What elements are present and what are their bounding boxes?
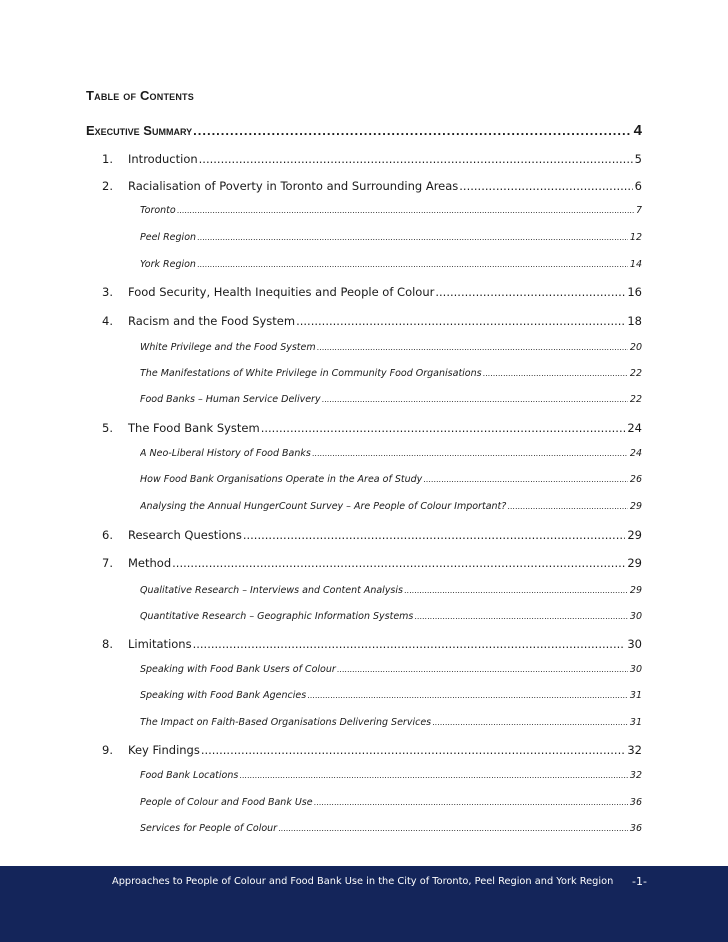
- toc-entry-page: 32: [627, 743, 642, 757]
- toc-entry[interactable]: [140, 394, 642, 405]
- toc-entry-title: Racism and the Food System: [128, 314, 296, 328]
- dot-leader: [423, 474, 628, 485]
- toc-entry-title: Services for People of Colour: [140, 823, 278, 834]
- dot-leader: [337, 664, 628, 675]
- toc-entry[interactable]: [102, 743, 642, 757]
- dot-leader: [261, 421, 626, 435]
- toc-entry-number: 9.: [102, 743, 113, 757]
- toc-entry-number: 6.: [102, 528, 113, 542]
- toc-entry-title: The Impact on Faith-Based Organisations Delivering Services: [140, 717, 432, 728]
- toc-entry-page: 6: [634, 179, 642, 193]
- toc-entry[interactable]: [140, 368, 642, 379]
- toc-entry[interactable]: [140, 259, 642, 270]
- toc-entry-executive-summary[interactable]: [86, 122, 642, 139]
- dot-leader: [199, 152, 633, 166]
- toc-entry-title: A Neo-Liberal History of Food Banks: [140, 448, 311, 459]
- dot-leader: [314, 797, 628, 808]
- toc-entry-title: Research Questions: [128, 528, 242, 542]
- dot-leader: [404, 585, 628, 596]
- toc-entry[interactable]: [140, 611, 642, 622]
- toc-entry-page: 32: [629, 770, 642, 781]
- toc-heading: Table of Contents: [86, 88, 194, 103]
- toc-entry-title: Qualitative Research – Interviews and Content Analysis: [140, 585, 403, 596]
- dot-leader: [193, 637, 626, 651]
- dot-leader: [197, 259, 628, 270]
- toc-entry-page: 29: [629, 501, 642, 512]
- toc-entry-number: 3.: [102, 285, 113, 299]
- dot-leader: [243, 528, 626, 542]
- toc-entry-page: 22: [629, 368, 642, 379]
- toc-entry[interactable]: [140, 585, 642, 596]
- toc-entry-page: 31: [629, 717, 642, 728]
- toc-entry[interactable]: [102, 637, 642, 651]
- toc-entry-title: Speaking with Food Bank Users of Colour: [140, 664, 336, 675]
- toc-entry-page: 29: [627, 556, 642, 570]
- toc-entry-title: Key Findings: [128, 743, 200, 757]
- toc-entry[interactable]: [102, 152, 642, 166]
- dot-leader: [197, 232, 628, 243]
- toc-entry-title: The Food Bank System: [128, 421, 260, 435]
- toc-entry-page: 24: [629, 448, 642, 459]
- toc-entry-page: 29: [627, 528, 642, 542]
- toc-entry-title: White Privilege and the Food System: [140, 342, 316, 353]
- toc-entry-number: 8.: [102, 637, 113, 651]
- toc-entry[interactable]: [140, 664, 642, 675]
- toc-entry-page: 31: [629, 690, 642, 701]
- dot-leader: [177, 205, 634, 216]
- toc-entry-title: Food Security, Health Inequities and People of Colour: [128, 285, 435, 299]
- toc-entry-page: 30: [627, 637, 642, 651]
- dot-leader: [483, 368, 628, 379]
- toc-entry-page: 5: [634, 152, 642, 166]
- toc-entry[interactable]: [140, 501, 642, 512]
- toc-entry[interactable]: [140, 717, 642, 728]
- dot-leader: [172, 556, 625, 570]
- dot-leader: [193, 123, 632, 138]
- footer-page-number: -1-: [632, 875, 647, 888]
- toc-entry-title: Limitations: [128, 637, 192, 651]
- toc-entry-page: 22: [629, 394, 642, 405]
- toc-entry-title: Racialisation of Poverty in Toronto and Surrounding Areas: [128, 179, 459, 193]
- toc-entry-page: 12: [629, 232, 642, 243]
- toc-entry-page: 26: [629, 474, 642, 485]
- toc-entry[interactable]: [140, 690, 642, 701]
- toc-entry[interactable]: [102, 314, 642, 328]
- dot-leader: [507, 501, 628, 512]
- dot-leader: [317, 342, 628, 353]
- toc-entry-title: How Food Bank Organisations Operate in the Area of Study: [140, 474, 423, 485]
- dot-leader: [312, 448, 628, 459]
- toc-entry-page: 29: [629, 585, 642, 596]
- toc-entry[interactable]: [102, 556, 642, 570]
- toc-entry-page: 36: [629, 797, 642, 808]
- toc-entry-title: Toronto: [140, 205, 176, 216]
- toc-entry-title: Food Banks – Human Service Delivery: [140, 394, 321, 405]
- toc-entry-title: The Manifestations of White Privilege in Community Food Organisations: [140, 368, 482, 379]
- toc-entry[interactable]: [140, 205, 642, 216]
- dot-leader: [414, 611, 628, 622]
- toc-entry[interactable]: [140, 342, 642, 353]
- footer-title: Approaches to People of Colour and Food Bank Use in the City of Toronto, Peel Region and York Region: [112, 876, 614, 887]
- toc-entry-title: Food Bank Locations: [140, 770, 239, 781]
- toc-entry-page: 4: [633, 122, 642, 139]
- toc-entry-title: Speaking with Food Bank Agencies: [140, 690, 307, 701]
- toc-entry[interactable]: [140, 770, 642, 781]
- toc-entry-page: 18: [627, 314, 642, 328]
- dot-leader: [278, 823, 628, 834]
- toc-entry-page: 24: [627, 421, 642, 435]
- dot-leader: [307, 690, 628, 701]
- toc-entry-number: 2.: [102, 179, 113, 193]
- dot-leader: [432, 717, 628, 728]
- dot-leader: [459, 179, 632, 193]
- toc-entry[interactable]: [140, 232, 642, 243]
- toc-entry[interactable]: [140, 797, 642, 808]
- toc-entry[interactable]: [102, 421, 642, 435]
- toc-entry-page: 20: [629, 342, 642, 353]
- dot-leader: [201, 743, 626, 757]
- toc-entry-title: York Region: [140, 259, 196, 270]
- toc-entry[interactable]: [102, 528, 642, 542]
- toc-entry-title: Peel Region: [140, 232, 197, 243]
- toc-entry-page: 36: [629, 823, 642, 834]
- toc-entry[interactable]: [102, 179, 642, 193]
- toc-entry-title: Analysing the Annual HungerCount Survey – Are People of Colour Important?: [140, 501, 507, 512]
- toc-entry[interactable]: [140, 448, 642, 459]
- toc-entry[interactable]: [102, 285, 642, 299]
- toc-entry-title: Quantitative Research – Geographic Information Systems: [140, 611, 414, 622]
- dot-leader: [435, 285, 625, 299]
- dot-leader: [239, 770, 628, 781]
- toc-entry[interactable]: [140, 823, 642, 834]
- toc-entry-title: Executive Summary: [86, 123, 193, 138]
- toc-entry-number: 7.: [102, 556, 113, 570]
- toc-entry-page: 30: [629, 664, 642, 675]
- toc-entry-page: 7: [635, 205, 642, 216]
- toc-entry-number: 1.: [102, 152, 113, 166]
- toc-entry-number: 4.: [102, 314, 113, 328]
- toc-entry-title: Introduction: [128, 152, 198, 166]
- toc-entry[interactable]: [140, 474, 642, 485]
- toc-entry-number: 5.: [102, 421, 113, 435]
- dot-leader: [322, 394, 628, 405]
- dot-leader: [296, 314, 625, 328]
- toc-entry-page: 30: [629, 611, 642, 622]
- toc-entry-title: People of Colour and Food Bank Use: [140, 797, 313, 808]
- page-footer: [0, 866, 728, 942]
- toc-entry-title: Method: [128, 556, 172, 570]
- toc-entry-page: 16: [627, 285, 642, 299]
- toc-entry-page: 14: [629, 259, 642, 270]
